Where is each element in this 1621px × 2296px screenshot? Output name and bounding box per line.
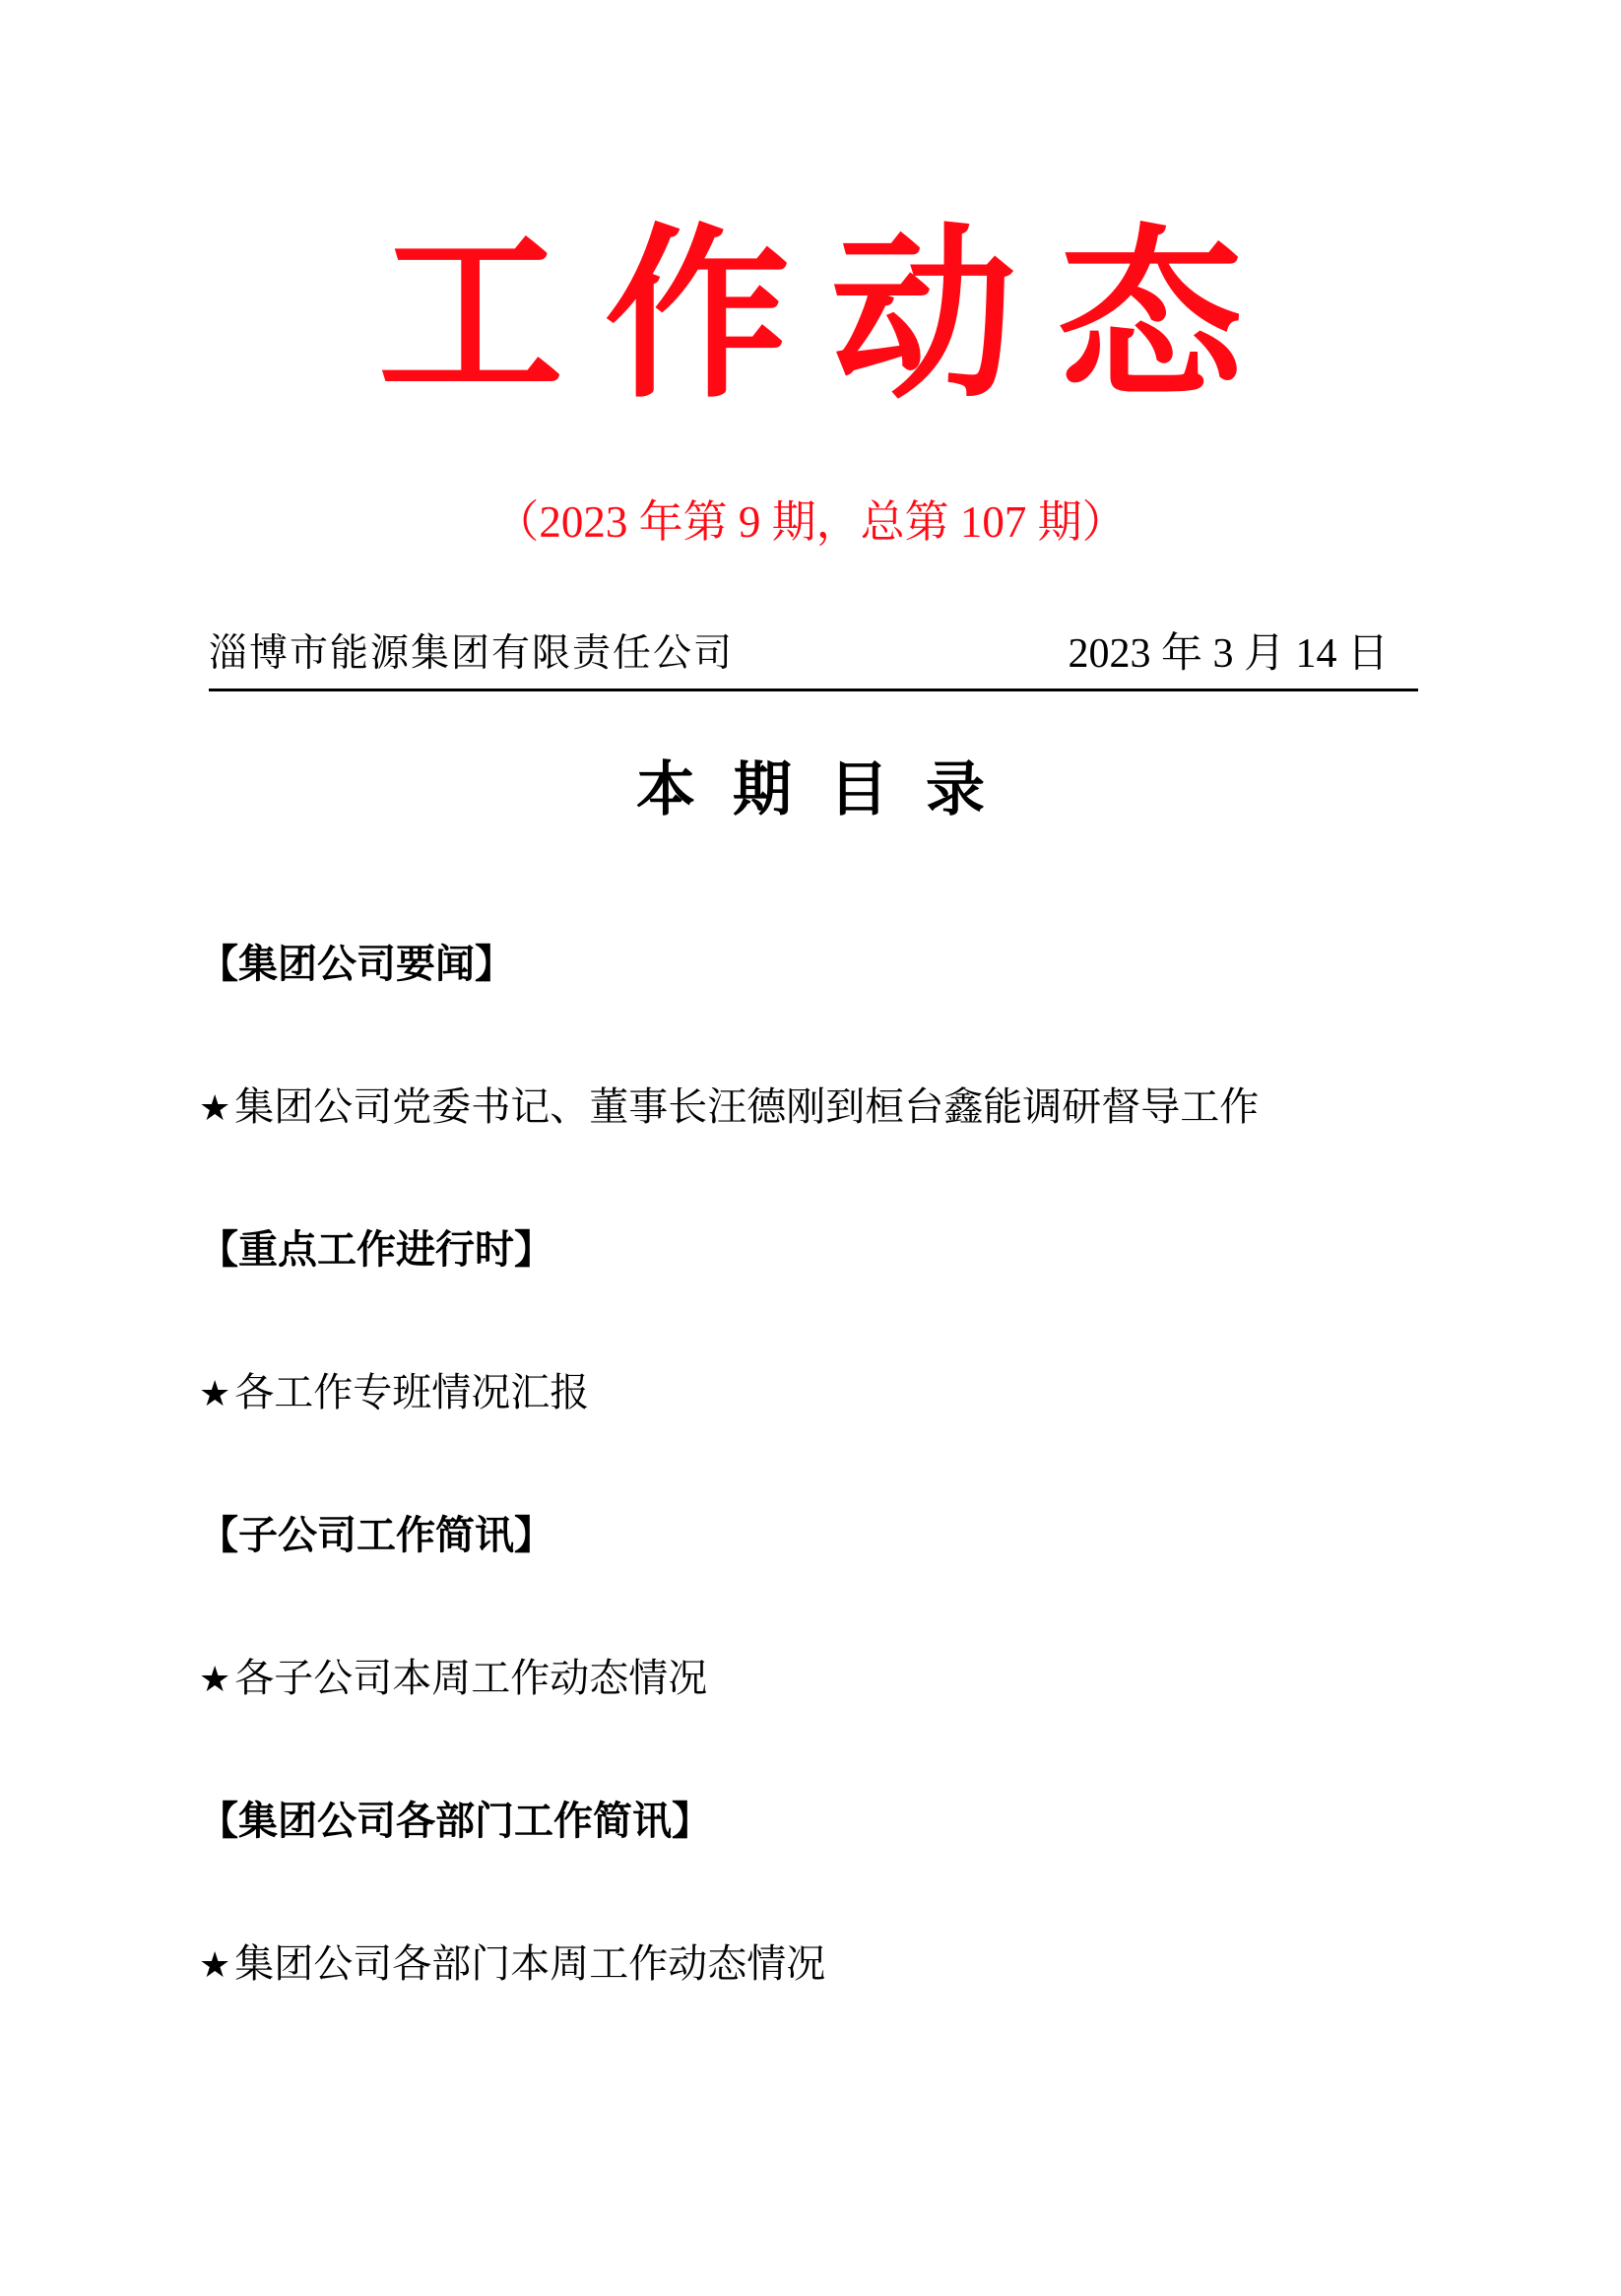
star-icon: ★: [199, 1374, 231, 1414]
toc-entry-text: 集团公司党委书记、董事长汪德刚到桓台鑫能调研督导工作: [234, 1084, 1260, 1130]
toc-section-heading: 【子公司工作简讯】: [199, 1513, 553, 1558]
header-divider: [209, 689, 1418, 691]
toc-section-heading: 【集团公司各部门工作简讯】: [199, 1799, 711, 1844]
issue-number: （2023 年第 9 期，总第 107 期）: [494, 497, 1127, 547]
organization-name: 淄博市能源集团有限责任公司: [209, 631, 735, 676]
toc-entry-text: 集团公司各部门本周工作动态情况: [234, 1941, 826, 1987]
toc-entry: [199, 1073, 1440, 1215]
toc-entry: [199, 1644, 1440, 1787]
toc-entry-text: 各工作专班情况汇报: [234, 1370, 590, 1415]
document-header: [209, 624, 1418, 689]
star-icon: ★: [199, 1945, 231, 1986]
toc-entry: [199, 1930, 1440, 2072]
toc-entry: [199, 1358, 1440, 1501]
star-icon: ★: [199, 1088, 231, 1129]
star-icon: ★: [199, 1660, 231, 1700]
toc-section-heading: 【集团公司要闻】: [199, 942, 514, 987]
publication-date: 2023 年 3 月 14 日: [1068, 631, 1389, 677]
toc-entry-text: 各子公司本周工作动态情况: [234, 1656, 708, 1701]
table-of-contents: [199, 930, 1440, 2072]
toc-section-heading: 【重点工作进行时】: [199, 1227, 553, 1273]
toc-title: 本期目录: [636, 755, 1022, 824]
masthead-title: 工作动态: [378, 206, 1284, 424]
